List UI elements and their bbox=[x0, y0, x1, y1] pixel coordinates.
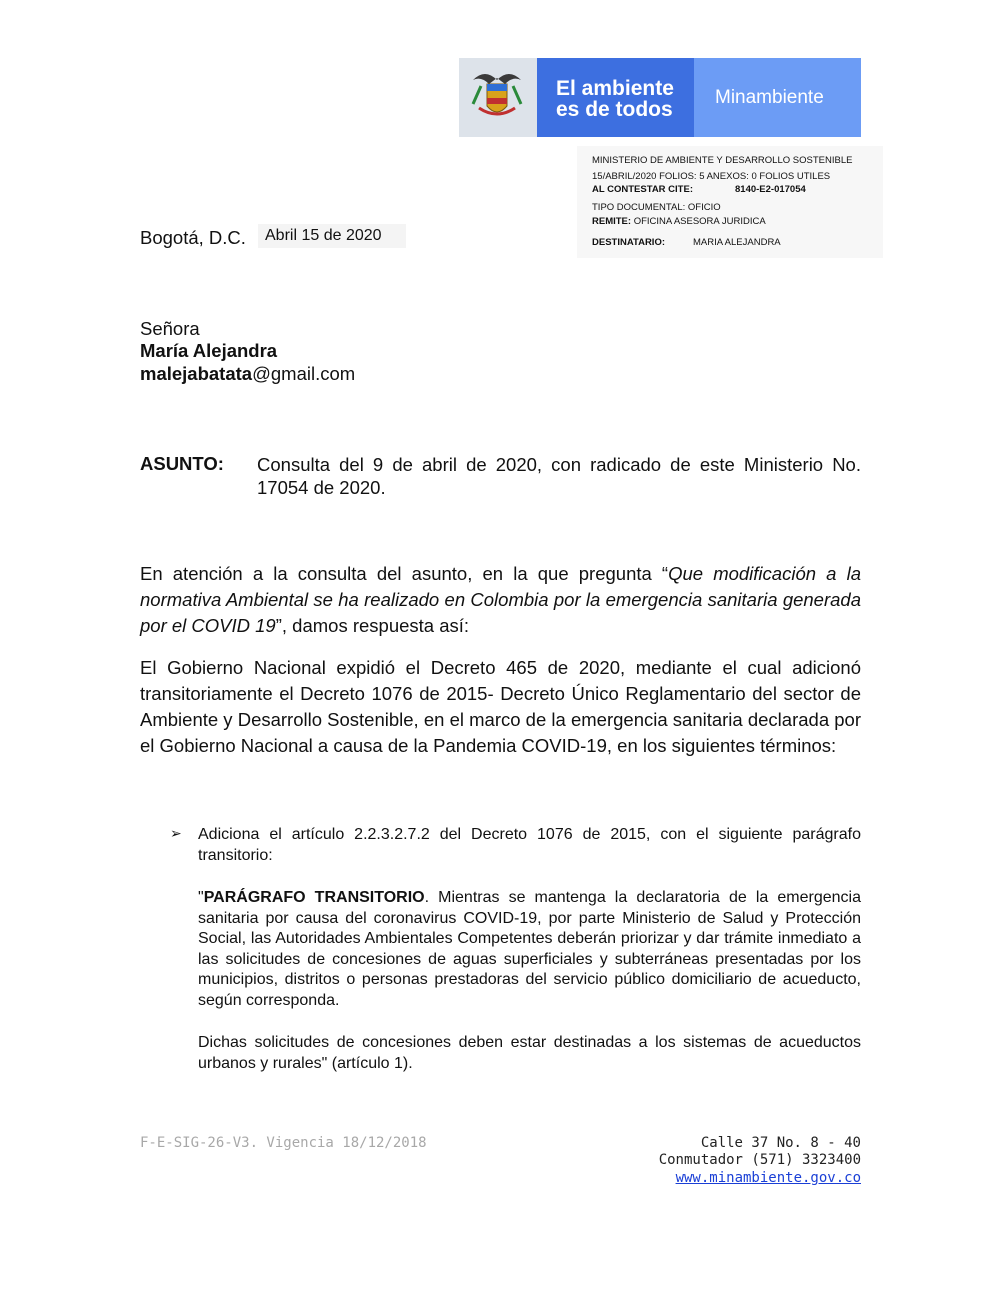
quote-open: " bbox=[198, 889, 204, 906]
stamp-ministry: MINISTERIO DE AMBIENTE Y DESARROLLO SOSTENIBLE bbox=[592, 155, 853, 166]
bullet-item: Adiciona el artículo 2.2.3.2.7.2 del Decreto 1076 de 2015, con el siguiente parágrafo transitorio: bbox=[198, 826, 861, 864]
stamp-cite-label: AL CONTESTAR CITE: bbox=[592, 184, 693, 195]
quote-heading: PARÁGRAFO TRANSITORIO bbox=[203, 889, 425, 906]
stamp-remite-label: REMITE: bbox=[592, 216, 632, 227]
subject-label: ASUNTO: bbox=[140, 453, 224, 474]
stamp-dest-label: DESTINATARIO: bbox=[592, 237, 666, 248]
intro-end: ”, damos respuesta así: bbox=[275, 615, 470, 636]
paragraph-intro bbox=[140, 561, 861, 639]
form-code: F-E-SIG-26-V3. Vigencia 18/12/2018 bbox=[140, 1135, 427, 1151]
intro-start: En atención a la consulta del asunto, en la que pregunta “ bbox=[140, 563, 669, 584]
letter-city: Bogotá, D.C. bbox=[140, 227, 246, 248]
intro-question: Que modificación a la normativa Ambiental se ha realizado en Colombia por la emergencia sanitaria generada por el COVID 19 bbox=[140, 563, 861, 636]
quoted-paragraph bbox=[198, 888, 861, 1011]
stamp-remite-value: OFICINA ASESORA JURIDICA bbox=[633, 216, 766, 227]
stamp-dest bbox=[592, 237, 781, 248]
greeting: Señora bbox=[140, 318, 200, 339]
email-domain: @gmail.com bbox=[252, 363, 356, 384]
quoted-paragraph-2: Dichas solicitudes de concesiones deben estar destinadas a los sistemas de acueductos urbanos y rurales" (artículo 1). bbox=[198, 1034, 861, 1072]
paragraph-decree: El Gobierno Nacional expidió el Decreto 465 de 2020, mediante el cual adicionó transitoriamente el Decreto 1076 de 2015- Decreto Único Reglamentario del sector de Ambiente y Desarrollo Sostenible, en el marco de la emergencia sanitaria declarada por el Gobierno Nacional a causa de la Pandemia COVID-19, en los siguientes términos: bbox=[140, 657, 861, 756]
stamp-dest-value: MARIA ALEJANDRA bbox=[693, 237, 781, 248]
logo-brand: Minambiente bbox=[694, 58, 861, 137]
footer-phone: Conmutador (571) 3323400 bbox=[658, 1152, 861, 1168]
recipient-email bbox=[140, 362, 355, 385]
logo-slogan bbox=[537, 58, 694, 137]
quote-body: . Mientras se mantenga la declaratoria de la emergencia sanitaria por causa del coronavirus COVID-19, por parte Ministerio de Salud y Protección Social, las Autoridades Ambientales Competentes deberán priorizar y dar trámite inmediato a las solicitudes de concesiones de aguas superficiales y subterráneas presentadas por los municipios, distritos o personas prestadoras del servicio público domiciliario de acueducto, según corresponda. bbox=[198, 889, 862, 1009]
recipient-name: María Alejandra bbox=[140, 340, 278, 361]
arrow-bullet-icon: ➢ bbox=[170, 825, 182, 841]
stamp-tipo: TIPO DOCUMENTAL: OFICIO bbox=[592, 202, 721, 213]
footer-website-link[interactable]: www.minambiente.gov.co bbox=[675, 1170, 861, 1186]
ministry-logo bbox=[459, 58, 861, 137]
logo-slogan-line1: El ambiente bbox=[556, 77, 674, 100]
stamp-cite bbox=[592, 184, 806, 195]
stamp-date-folios: 15/ABRIL/2020 FOLIOS: 5 ANEXOS: 0 FOLIOS UTILES bbox=[592, 171, 831, 182]
subject-text: Consulta del 9 de abril de 2020, con radicado de este Ministerio No. 17054 de 2020. bbox=[257, 454, 861, 498]
registration-stamp bbox=[577, 146, 883, 258]
letter-date: Abril 15 de 2020 bbox=[265, 227, 382, 244]
stamp-cite-value: 8140-E2-017054 bbox=[735, 184, 806, 195]
stamp-remite bbox=[592, 216, 766, 227]
footer-address: Calle 37 No. 8 - 40 bbox=[700, 1135, 861, 1151]
logo-slogan-line2: es de todos bbox=[556, 98, 673, 121]
coat-of-arms-icon bbox=[459, 58, 537, 137]
email-user: malejabatata bbox=[140, 363, 253, 384]
